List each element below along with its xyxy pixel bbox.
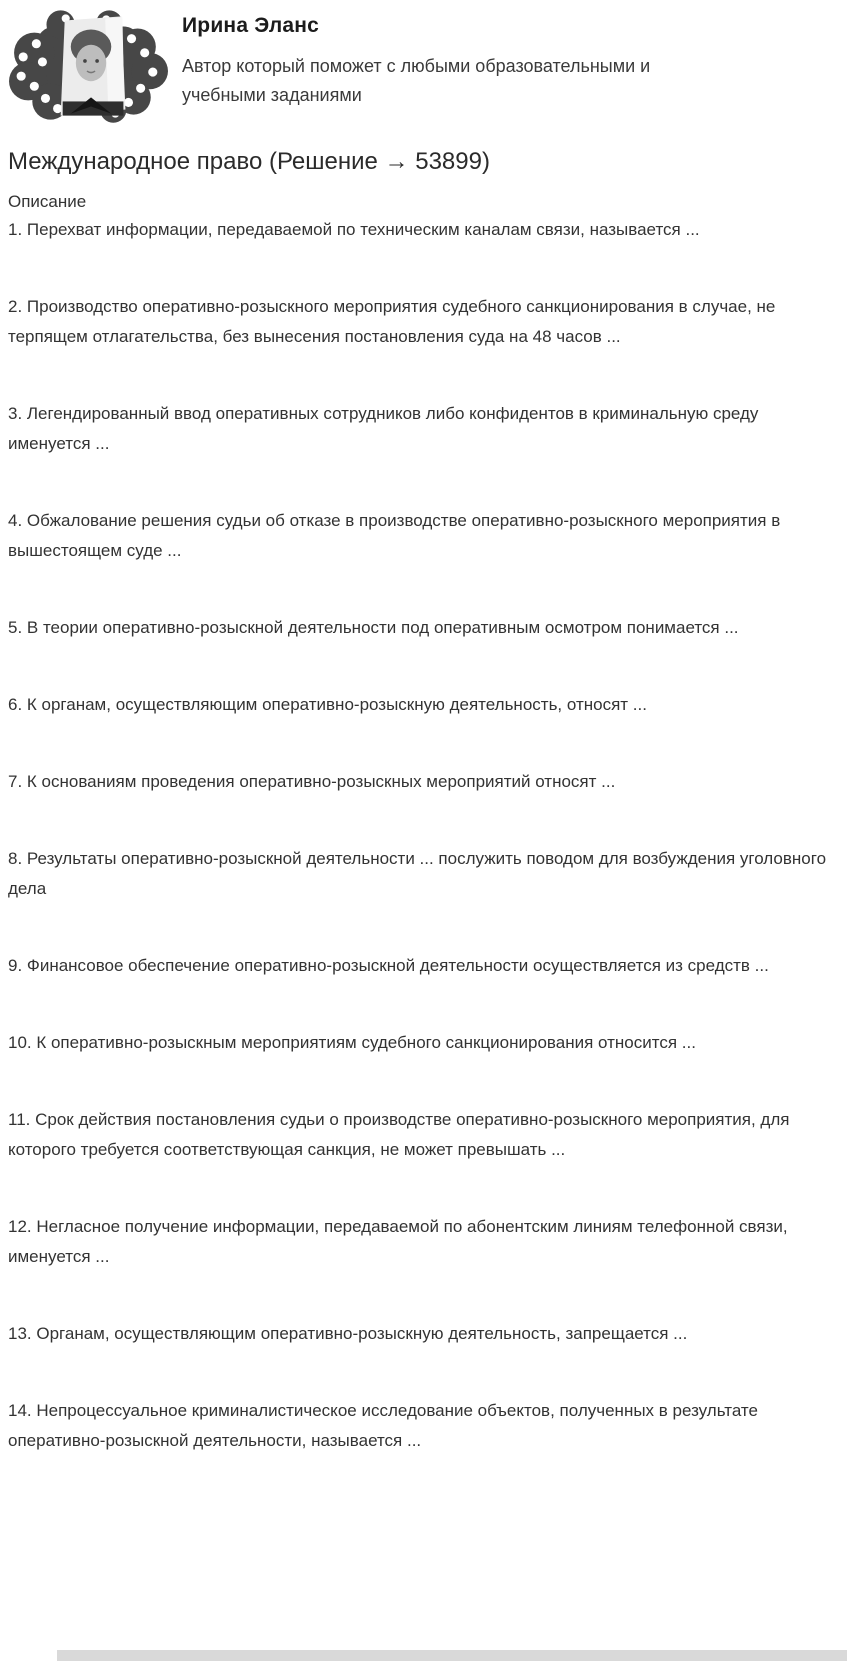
question-item-2: 2. Производство оперативно-розыскного мероприятия судебного санкционирования в случае, не терпящем отлагательства, без вынесения постановления суда на 48 часов ... [8, 297, 776, 346]
author-avatar [8, 8, 170, 124]
description-label: Описание [8, 192, 87, 211]
question-item-13: 13. Органам, осуществляющим оперативно-розыскную деятельность, запрещается ... [8, 1324, 688, 1343]
question-item-1: 1. Перехват информации, передаваемой по техническим каналам связи, называется ... [8, 220, 700, 239]
question-item-6: 6. К органам, осуществляющим оперативно-розыскную деятельность, относят ... [8, 695, 647, 714]
question-item-8: 8. Результаты оперативно-розыскной деятельности ... послужить поводом для возбуждения уголовного дела [8, 849, 827, 898]
question-item-14: 14. Непроцессуальное криминалистическое исследование объектов, полученных в результате оперативно-розыскной деятельности, называется ... [8, 1401, 758, 1450]
author-card [8, 8, 838, 124]
question-item-12: 12. Негласное получение информации, передаваемой по абонентским линиям телефонной связи, именуется ... [8, 1217, 788, 1266]
page-title: Международное право (Решение → 53899) [8, 148, 490, 175]
author-tagline: Автор который поможет с любыми образовательными и учебными заданиями [182, 56, 651, 105]
author-name: Ирина Эланс [182, 14, 320, 37]
question-list [8, 215, 838, 1456]
question-item-5: 5. В теории оперативно-розыскной деятельности под оперативным осмотром понимается ... [8, 618, 739, 637]
author-meta [182, 8, 730, 110]
avatar-decorative-image [8, 8, 170, 124]
question-item-7: 7. К основаниям проведения оперативно-розыскных мероприятий относят ... [8, 772, 616, 791]
truncated-bottom-element [57, 1650, 847, 1661]
question-item-10: 10. К оперативно-розыскным мероприятиям судебного санкционирования относится ... [8, 1033, 696, 1052]
question-item-11: 11. Срок действия постановления судьи о производстве оперативно-розыскного мероприятия, для которого требуется соответствующая санкция, не может превышать ... [8, 1110, 790, 1159]
question-item-9: 9. Финансовое обеспечение оперативно-розыскной деятельности осуществляется из средств ... [8, 956, 769, 975]
question-item-3: 3. Легендированный ввод оперативных сотрудников либо конфидентов в криминальную среду именуется ... [8, 404, 759, 453]
question-item-4: 4. Обжалование решения судьи об отказе в производстве оперативно-розыскного мероприятия в вышестоящем суде ... [8, 511, 781, 560]
portrait-photo [61, 16, 126, 115]
